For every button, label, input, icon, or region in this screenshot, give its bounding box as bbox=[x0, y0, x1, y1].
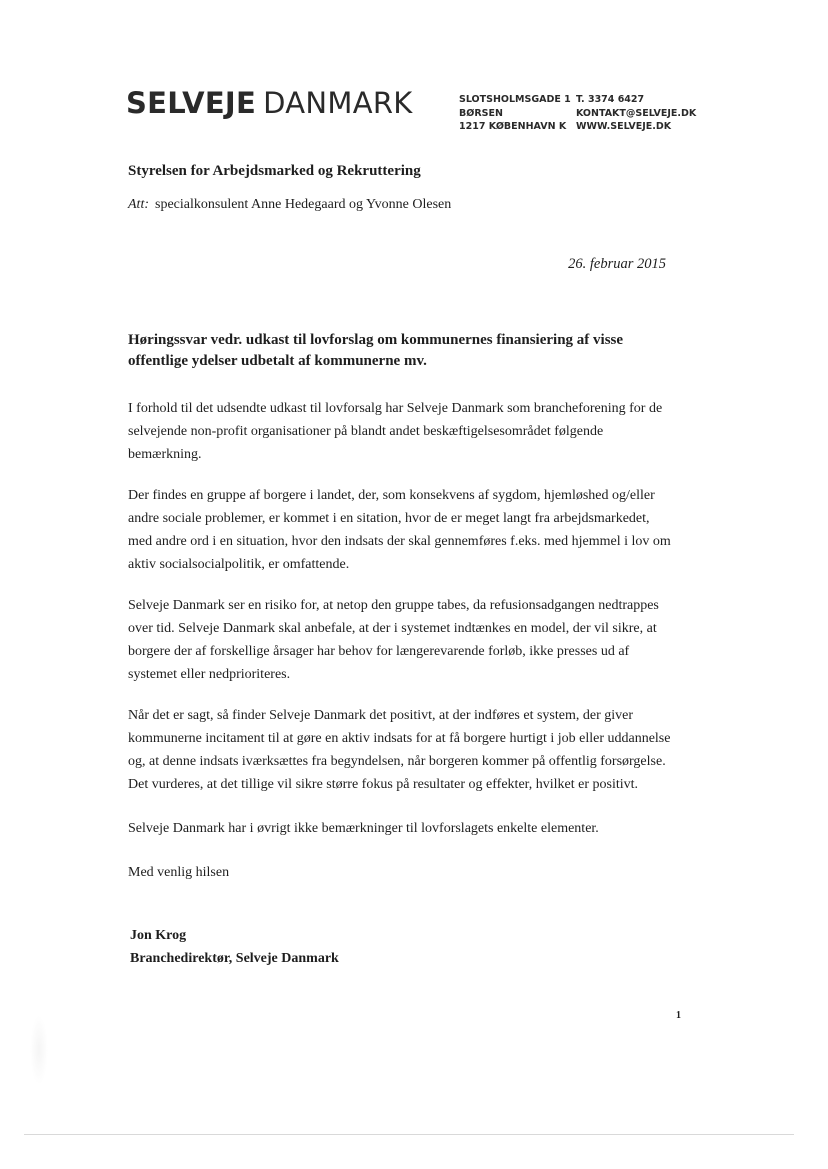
recipient: Styrelsen for Arbejdsmarked og Rekruttering bbox=[128, 163, 421, 179]
text-line: kommunerne incitament til at gøre en aktiv indsats for at få borgere hurtigt i job eller uddannelse bbox=[128, 731, 671, 746]
text-line: Selveje Danmark ser en risiko for, at netop den gruppe tabes, da refusionsadgangen nedtrappes bbox=[128, 598, 659, 613]
text-line: systemet eller nedprioriteres. bbox=[128, 667, 291, 682]
closing-greeting bbox=[128, 861, 688, 884]
logo-light-text: DANMARK bbox=[263, 86, 413, 120]
text-line: med andre ord i en situation, hvor den indsats der skal gennemføres f.eks. med hjemmel i lov om bbox=[128, 534, 671, 549]
text-line: bemærkning. bbox=[128, 447, 202, 462]
text-line: andre sociale problemer, er kommet i en sitation, hvor de er meget langt fra arbejdsmarkedet, bbox=[128, 511, 650, 526]
text-line: borgere der af forskellige årsager har behov for længerevarende forløb, ikke presses ud af bbox=[128, 644, 630, 659]
text-line: Når det er sagt, så finder Selveje Danmark det positivt, at der indføres et system, der giver bbox=[128, 708, 634, 723]
letterhead-address bbox=[459, 93, 571, 134]
address-line: 1217 KØBENHAVN K bbox=[459, 121, 567, 132]
text-line: Selveje Danmark har i øvrigt ikke bemærkninger til lovforslagets enkelte elementer. bbox=[128, 821, 599, 836]
closing-text: Med venlig hilsen bbox=[128, 865, 230, 880]
body-paragraph-3 bbox=[128, 594, 688, 686]
attention-text: specialkonsulent Anne Hedegaard og Yvonne Olesen bbox=[155, 197, 452, 212]
logo-strong-text: SELVEJE bbox=[126, 86, 257, 120]
page-bottom-edge bbox=[24, 1134, 794, 1135]
letter-date: 26. februar 2015 bbox=[568, 256, 666, 272]
contact-phone: T. 3374 6427 bbox=[576, 94, 645, 105]
text-line: aktiv socialsocialpolitik, er omfattende. bbox=[128, 557, 350, 572]
body-paragraph-5 bbox=[128, 817, 688, 840]
contact-website: WWW.SELVEJE.DK bbox=[576, 121, 672, 132]
body-paragraph-2 bbox=[128, 484, 688, 576]
signatory-name: Jon Krog bbox=[130, 928, 187, 943]
text-line: I forhold til det udsendte udkast til lovforsalg har Selveje Danmark som brancheforening for de bbox=[128, 401, 663, 416]
body-paragraph-1 bbox=[128, 397, 688, 466]
attention-line bbox=[128, 197, 451, 213]
signatory-title: Branchedirektør, Selveje Danmark bbox=[130, 951, 339, 966]
address-line: BØRSEN bbox=[459, 107, 503, 119]
attention-label: Att: bbox=[128, 197, 149, 212]
letter-subject: Høringssvar vedr. udkast til lovforslag om kommunernes finansiering af visse offentlige ydelser udbetalt af kommunerne mv. bbox=[128, 332, 624, 369]
contact-email: KONTAKT@SELVEJE.DK bbox=[576, 107, 697, 119]
text-line: selvejende non-profit organisationer på blandt andet beskæftigelsesområdet følgende bbox=[128, 424, 604, 439]
text-line: over tid. Selveje Danmark skal anbefale, at der i systemet indtænkes en model, der vil sikre, at bbox=[128, 621, 657, 636]
letterhead-contact bbox=[576, 93, 696, 134]
address-line: SLOTSHOLMSGADE 1 bbox=[459, 94, 571, 105]
text-line: og, at denne indsats iværksættes fra begyndelsen, når borgeren kommer på offentlig forsørgelse. bbox=[128, 754, 666, 769]
body-paragraph-4 bbox=[128, 704, 688, 796]
text-line: Det vurderes, at det tillige vil sikre større fokus på resultater og effekter, hvilket er positivt. bbox=[128, 777, 639, 792]
scan-artifact bbox=[30, 1015, 48, 1085]
page-number: 1 bbox=[676, 1010, 681, 1021]
text-line: Der findes en gruppe af borgere i landet, der, som konsekvens af sygdom, hjemløshed og/eller bbox=[128, 488, 655, 503]
company-logo bbox=[126, 86, 413, 120]
